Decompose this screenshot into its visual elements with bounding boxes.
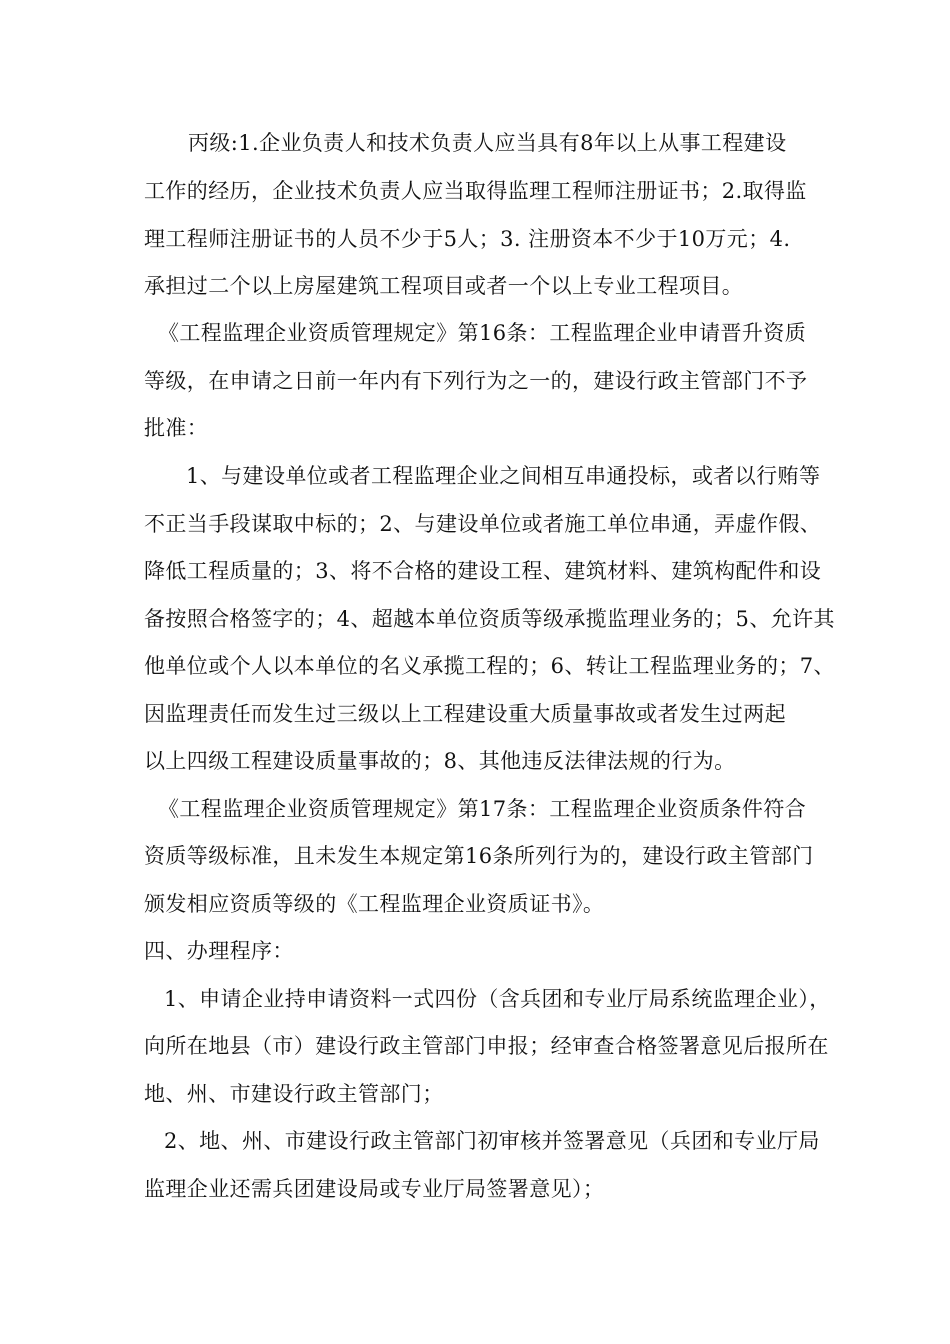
paragraph-line: 向所在地县（市）建设行政主管部门申报；经审查合格签署意见后报所在 <box>144 1034 829 1058</box>
paragraph-line: 《工程监理企业资质管理规定》第17条：工程监理企业资质条件符合 <box>158 797 807 821</box>
paragraph-line: 不正当手段谋取中标的；2、与建设单位或者施工单位串通，弄虚作假、 <box>144 512 822 536</box>
paragraph-line: 他单位或个人以本单位的名义承揽工程的；6、转让工程监理业务的；7、 <box>144 654 835 678</box>
paragraph-line: 2、地、州、市建设行政主管部门初审核并签署意见（兵团和专业厅局 <box>164 1129 820 1153</box>
paragraph-line: 因监理责任而发生过三级以上工程建设重大质量事故或者发生过两起 <box>144 702 786 726</box>
paragraph-line: 等级，在申请之日前一年内有下列行为之一的，建设行政主管部门不予 <box>144 369 808 393</box>
paragraph-line: 1、与建设单位或者工程监理企业之间相互串通投标，或者以行贿等 <box>186 464 821 488</box>
paragraph-line: 资质等级标准，且未发生本规定第16条所列行为的，建设行政主管部门 <box>144 844 814 868</box>
paragraph-line: 工作的经历，企业技术负责人应当取得监理工程师注册证书；2.取得监 <box>144 179 807 203</box>
paragraph-line: 理工程师注册证书的人员不少于5人；3. 注册资本不少于10万元；4. <box>144 227 791 251</box>
paragraph-line: 地、州、市建设行政主管部门； <box>144 1082 444 1106</box>
paragraph-line: 1、申请企业持申请资料一式四份（含兵团和专业厅局系统监理企业）， <box>164 987 831 1011</box>
paragraph-line: 以上四级工程建设质量事故的；8、其他违反法律法规的行为。 <box>144 749 736 773</box>
paragraph-line: 监理企业还需兵团建设局或专业厅局签署意见）； <box>144 1177 605 1201</box>
paragraph-line: 《工程监理企业资质管理规定》第16条：工程监理企业申请晋升资质 <box>158 321 807 345</box>
paragraph-line: 颁发相应资质等级的《工程监理企业资质证书》。 <box>144 892 605 916</box>
paragraph-line: 承担过二个以上房屋建筑工程项目或者一个以上专业工程项目。 <box>144 274 744 298</box>
paragraph-line: 批准： <box>144 416 209 440</box>
section-heading: 四、办理程序： <box>144 939 294 963</box>
paragraph-line: 降低工程质量的；3、将不合格的建设工程、建筑材料、建筑构配件和设 <box>144 559 822 583</box>
paragraph-line: 备按照合格签字的；4、超越本单位资质等级承揽监理业务的；5、允许其 <box>144 607 835 631</box>
paragraph-line: 丙级:1.企业负责人和技术负责人应当具有8年以上从事工程建设 <box>188 131 787 155</box>
